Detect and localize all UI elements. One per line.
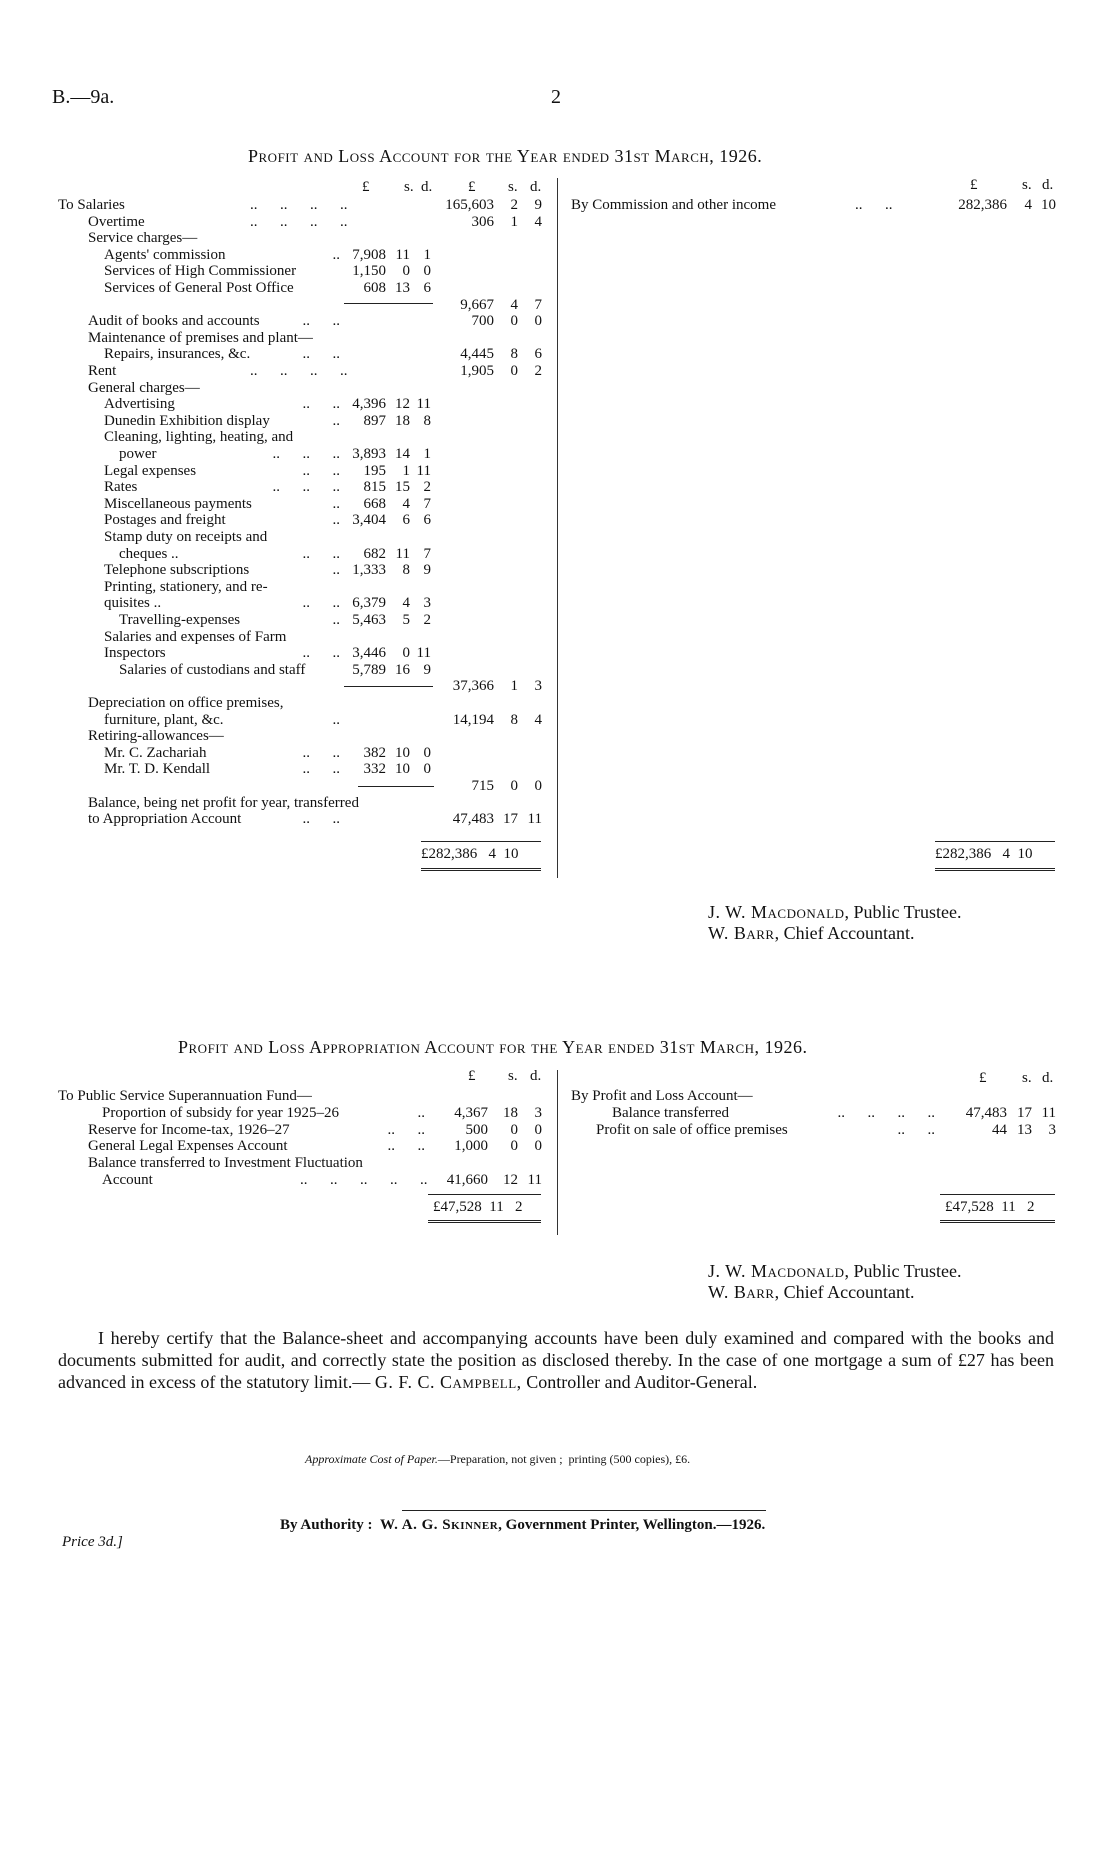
credit-line-leader: .. .. — [855, 197, 893, 213]
inner-pence: 1 — [423, 446, 431, 462]
pence-amount: 0 — [534, 1122, 542, 1138]
leader-dots: .. .. — [897, 1122, 935, 1138]
pl-inner-s-unit: s. — [404, 179, 414, 195]
pence-amount: 0 — [534, 313, 542, 329]
account-line-label: General charges— — [88, 380, 200, 396]
pence-amount: 11 — [527, 1172, 542, 1188]
account-line-label: Printing, stationery, and re- — [104, 579, 268, 595]
leader-dots: .. .. .. — [272, 446, 340, 462]
credit-total-double-rule — [935, 868, 1055, 874]
printer-authority: By Authority : W. A. G. Skinner, Government Printer, Wellington.—1926. — [280, 1517, 766, 1533]
inner-shillings: 6 — [402, 512, 410, 528]
pounds-amount: 37,366 — [452, 678, 494, 694]
account-line-label: Telephone subscriptions — [104, 562, 250, 578]
inner-pounds: 195 — [363, 463, 386, 479]
inner-pounds: 682 — [363, 546, 386, 562]
appr-credit-d-unit: d. — [1042, 1070, 1054, 1086]
appr-pounds-unit: £ — [468, 1068, 476, 1084]
account-line-label: Rent — [88, 363, 117, 379]
inner-pence: 7 — [423, 546, 431, 562]
column-divider — [557, 1070, 558, 1235]
audit-certificate: I hereby certify that the Balance-sheet and accompanying accounts have been duly examined and compared with the books and documents submitted for audit, and correctly state the position as disclosed thereby. In the case of one mortgage a sum of £27 has been advanced in excess of the statutory limit.— G. F. C. Campbell, Controller and Auditor-General. — [58, 1328, 1054, 1392]
inner-pence: 2 — [423, 612, 431, 628]
inner-pence: 0 — [423, 745, 431, 761]
pence-amount: 4 — [534, 712, 542, 728]
leader-dots: .. .. — [302, 595, 340, 611]
inner-shillings: 5 — [402, 612, 410, 628]
account-line-label: Service charges— — [88, 230, 198, 246]
credit-pounds: 282,386 — [958, 197, 1007, 213]
account-line-label: Cleaning, lighting, heating, and — [104, 429, 294, 445]
leader-dots: .. .. — [302, 546, 340, 562]
appr-d-unit: d. — [530, 1068, 542, 1084]
inner-pence: 2 — [423, 479, 431, 495]
shillings-amount: 13 — [1017, 1122, 1032, 1138]
inner-shillings: 14 — [395, 446, 410, 462]
appr-credit-s-unit: s. — [1022, 1070, 1032, 1086]
account-line-label: Audit of books and accounts — [88, 313, 260, 329]
account-line-label: Postages and freight — [104, 512, 226, 528]
shillings-amount: 0 — [510, 1122, 518, 1138]
inner-shillings: 4 — [402, 595, 410, 611]
account-line-label: Balance, being net profit for year, transferred — [88, 795, 359, 811]
inner-shillings: 4 — [402, 496, 410, 512]
inner-pounds: 4,396 — [352, 396, 386, 412]
shillings-amount: 0 — [510, 313, 518, 329]
pl-d-unit: d. — [530, 179, 542, 195]
shillings-amount: 0 — [510, 363, 518, 379]
leader-dots: .. .. .. — [272, 479, 340, 495]
pounds-amount: 700 — [471, 313, 494, 329]
inner-shillings: 10 — [395, 745, 410, 761]
leader-dots: .. .. — [302, 463, 340, 479]
appr-credit-label: By Profit and Loss Account— — [571, 1088, 753, 1104]
inner-pounds: 3,446 — [352, 645, 386, 661]
inner-pence: 0 — [423, 263, 431, 279]
document-reference: B.—9a. — [52, 86, 115, 108]
column-divider — [557, 178, 558, 878]
leader-dots: .. — [332, 496, 340, 512]
account-line-label: Travelling-expenses — [119, 612, 241, 628]
pounds-amount: 41,660 — [446, 1172, 488, 1188]
pounds-amount: 715 — [471, 778, 494, 794]
price: Price 3d.] — [62, 1534, 123, 1550]
credit-total-top-rule — [935, 841, 1055, 842]
inner-shillings: 12 — [395, 396, 410, 412]
account-line-label: Repairs, insurances, &c. — [104, 346, 251, 362]
inner-pounds: 668 — [363, 496, 386, 512]
inner-shillings: 0 — [402, 645, 410, 661]
pounds-amount: 165,603 — [445, 197, 494, 213]
pounds-amount: 4,367 — [454, 1105, 488, 1121]
inner-pounds: 1,150 — [352, 263, 386, 279]
pounds-amount: 14,194 — [452, 712, 494, 728]
leader-dots: .. .. .. .. — [250, 214, 348, 230]
appr-debit-label: To Public Service Superannuation Fund— — [58, 1088, 312, 1104]
inner-pounds: 332 — [363, 761, 386, 777]
credit-shillings: 4 — [1024, 197, 1032, 213]
appr-debit-total-top-rule — [428, 1194, 541, 1195]
inner-pounds: 3,404 — [352, 512, 386, 528]
leader-dots: .. — [332, 512, 340, 528]
shillings-amount: 2 — [510, 197, 518, 213]
appr-debit-total-double-rule — [428, 1220, 541, 1226]
appr-credit-total-double-rule — [940, 1220, 1055, 1226]
pl-pounds-unit: £ — [468, 179, 476, 195]
shillings-amount: 0 — [510, 778, 518, 794]
account-line-label: Dunedin Exhibition display — [104, 413, 270, 429]
account-line-label: cheques .. — [119, 546, 179, 562]
subtotal-rule — [344, 303, 433, 304]
inner-pounds: 815 — [363, 479, 386, 495]
credit-total: £282,386 4 10 — [935, 846, 1033, 862]
leader-dots: .. — [332, 247, 340, 263]
pounds-amount: 1,000 — [454, 1138, 488, 1154]
inner-shillings: 13 — [395, 280, 410, 296]
pounds-amount: 9,667 — [460, 297, 494, 313]
account-line-label: power — [119, 446, 157, 462]
pl-credit-pounds-unit: £ — [970, 177, 978, 193]
pence-amount: 4 — [534, 214, 542, 230]
inner-shillings: 1 — [402, 463, 410, 479]
appr-debit-label: Balance transferred to Investment Fluctuation — [88, 1155, 363, 1171]
leader-dots: .. — [332, 562, 340, 578]
credit-line-label: By Commission and other income — [571, 197, 776, 213]
inner-pounds: 3,893 — [352, 446, 386, 462]
leader-dots: .. .. — [302, 645, 340, 661]
account-line-label: Salaries and expenses of Farm — [104, 629, 287, 645]
pounds-amount: 306 — [471, 214, 494, 230]
account-line-label: Depreciation on office premises, — [88, 695, 284, 711]
leader-dots: .. .. — [302, 346, 340, 362]
leader-dots: .. .. — [302, 745, 340, 761]
pl-title: Profit and Loss Account for the Year ended 31st March, 1926. — [248, 146, 763, 166]
appr-title: Profit and Loss Appropriation Account for the Year ended 31st March, 1926. — [178, 1037, 808, 1057]
pence-amount: 9 — [534, 197, 542, 213]
leader-dots: .. .. — [302, 811, 340, 827]
signature-public-trustee-2: J. W. Macdonald, Public Trustee. — [708, 1261, 962, 1281]
pounds-amount: 44 — [992, 1122, 1007, 1138]
paper-cost-note: Approximate Cost of Paper.—Preparation, not given ; printing (500 copies), £6. — [305, 1452, 691, 1466]
inner-shillings: 0 — [402, 263, 410, 279]
account-line-label: to Appropriation Account — [88, 811, 242, 827]
pence-amount: 0 — [534, 778, 542, 794]
account-line-label: Inspectors — [104, 645, 166, 661]
inner-pence: 11 — [416, 396, 431, 412]
account-line-label: Advertising — [104, 396, 175, 412]
pence-amount: 3 — [534, 1105, 542, 1121]
pounds-amount: 500 — [465, 1122, 488, 1138]
shillings-amount: 0 — [510, 1138, 518, 1154]
inner-pounds: 5,789 — [352, 662, 386, 678]
account-line-label: Rates — [104, 479, 138, 495]
appr-credit-pounds-unit: £ — [979, 1070, 987, 1086]
signature-chief-accountant: W. Barr, Chief Accountant. — [708, 923, 915, 943]
shillings-amount: 8 — [510, 346, 518, 362]
leader-dots: .. .. .. .. — [250, 363, 348, 379]
pence-amount: 3 — [1048, 1122, 1056, 1138]
appr-s-unit: s. — [508, 1068, 518, 1084]
appr-credit-total: £47,528 11 2 — [945, 1199, 1035, 1215]
appr-credit-label: Balance transferred — [612, 1105, 730, 1121]
shillings-amount: 12 — [503, 1172, 518, 1188]
inner-pounds: 6,379 — [352, 595, 386, 611]
pence-amount: 6 — [534, 346, 542, 362]
shillings-amount: 17 — [1017, 1105, 1032, 1121]
appr-debit-label: General Legal Expenses Account — [88, 1138, 288, 1154]
inner-shillings: 11 — [395, 247, 410, 263]
inner-shillings: 10 — [395, 761, 410, 777]
appr-credit-total-top-rule — [940, 1194, 1055, 1195]
shillings-amount: 8 — [510, 712, 518, 728]
appr-debit-label: Proportion of subsidy for year 1925–26 — [102, 1105, 340, 1121]
account-line-label: Legal expenses — [104, 463, 197, 479]
account-line-label: Maintenance of premises and plant— — [88, 330, 313, 346]
leader-dots: .. .. .. .. — [250, 197, 348, 213]
leader-dots: .. — [417, 1105, 425, 1121]
shillings-amount: 1 — [510, 214, 518, 230]
leader-dots: .. .. .. .. — [837, 1105, 935, 1121]
inner-pence: 8 — [423, 413, 431, 429]
account-line-label: Stamp duty on receipts and — [104, 529, 268, 545]
account-line-label: Mr. T. D. Kendall — [104, 761, 211, 777]
pl-credit-d-unit: d. — [1042, 177, 1054, 193]
pounds-amount: 1,905 — [460, 363, 494, 379]
inner-shillings: 16 — [395, 662, 410, 678]
debit-total: £282,386 4 10 — [421, 846, 519, 862]
inner-pounds: 7,908 — [352, 247, 386, 263]
inner-shillings: 15 — [395, 479, 410, 495]
signature-public-trustee: J. W. Macdonald, Public Trustee. — [708, 902, 962, 922]
inner-shillings: 18 — [395, 413, 410, 429]
leader-dots: .. .. — [302, 761, 340, 777]
inner-shillings: 8 — [402, 562, 410, 578]
shillings-amount: 18 — [503, 1105, 518, 1121]
total-top-rule — [421, 841, 541, 842]
inner-pence: 3 — [423, 595, 431, 611]
account-line-label: Salaries of custodians and staff — [119, 662, 306, 678]
pl-inner-d-unit: d. — [421, 179, 433, 195]
account-line-label: Agents' commission — [104, 247, 226, 263]
pl-s-unit: s. — [508, 179, 518, 195]
pence-amount: 11 — [1041, 1105, 1056, 1121]
inner-pounds: 382 — [363, 745, 386, 761]
leader-dots: .. — [332, 413, 340, 429]
account-line-label: Mr. C. Zachariah — [104, 745, 207, 761]
inner-pence: 9 — [423, 562, 431, 578]
total-double-rule — [421, 868, 541, 874]
inner-pence: 6 — [423, 280, 431, 296]
inner-pence: 9 — [423, 662, 431, 678]
account-line-label: Services of General Post Office — [104, 280, 294, 296]
appr-debit-label: Account — [102, 1172, 153, 1188]
credit-pence: 10 — [1041, 197, 1056, 213]
leader-dots: .. .. .. .. .. — [300, 1172, 428, 1188]
shillings-amount: 1 — [510, 678, 518, 694]
appr-credit-label: Profit on sale of office premises — [596, 1122, 788, 1138]
shillings-amount: 17 — [503, 811, 518, 827]
inner-pounds: 1,333 — [352, 562, 386, 578]
account-line-label: Overtime — [88, 214, 145, 230]
leader-dots: .. .. — [387, 1122, 425, 1138]
pence-amount: 2 — [534, 363, 542, 379]
pounds-amount: 4,445 — [460, 346, 494, 362]
pence-amount: 11 — [527, 811, 542, 827]
inner-pounds: 608 — [363, 280, 386, 296]
subtotal-rule — [358, 786, 434, 787]
authority-rule — [402, 1510, 766, 1511]
pl-inner-pounds-unit: £ — [362, 179, 370, 195]
account-line-label: Miscellaneous payments — [104, 496, 252, 512]
inner-pence: 7 — [423, 496, 431, 512]
account-line-label: furniture, plant, &c. — [104, 712, 224, 728]
shillings-amount: 4 — [510, 297, 518, 313]
inner-pence: 11 — [416, 463, 431, 479]
signature-chief-accountant-2: W. Barr, Chief Accountant. — [708, 1282, 915, 1302]
leader-dots: .. .. — [302, 396, 340, 412]
inner-shillings: 11 — [395, 546, 410, 562]
leader-dots: .. — [332, 612, 340, 628]
inner-pounds: 5,463 — [352, 612, 386, 628]
pounds-amount: 47,483 — [452, 811, 494, 827]
account-line-label: Retiring-allowances— — [88, 728, 224, 744]
pounds-amount: 47,483 — [965, 1105, 1007, 1121]
appr-debit-total: £47,528 11 2 — [433, 1199, 523, 1215]
inner-pence: 1 — [423, 247, 431, 263]
leader-dots: .. .. — [387, 1138, 425, 1154]
pence-amount: 3 — [534, 678, 542, 694]
leader-dots: .. .. — [302, 313, 340, 329]
inner-pence: 0 — [423, 761, 431, 777]
inner-pence: 11 — [416, 645, 431, 661]
pence-amount: 7 — [534, 297, 542, 313]
inner-pence: 6 — [423, 512, 431, 528]
pence-amount: 0 — [534, 1138, 542, 1154]
account-line-label: Services of High Commissioner — [104, 263, 297, 279]
appr-debit-label: Reserve for Income-tax, 1926–27 — [88, 1122, 290, 1138]
account-line-label: To Salaries — [58, 197, 125, 213]
leader-dots: .. — [332, 712, 340, 728]
subtotal-rule — [344, 686, 433, 687]
page-number: 2 — [551, 86, 561, 108]
inner-pounds: 897 — [363, 413, 386, 429]
account-line-label: quisites .. — [104, 595, 162, 611]
pl-credit-s-unit: s. — [1022, 177, 1032, 193]
